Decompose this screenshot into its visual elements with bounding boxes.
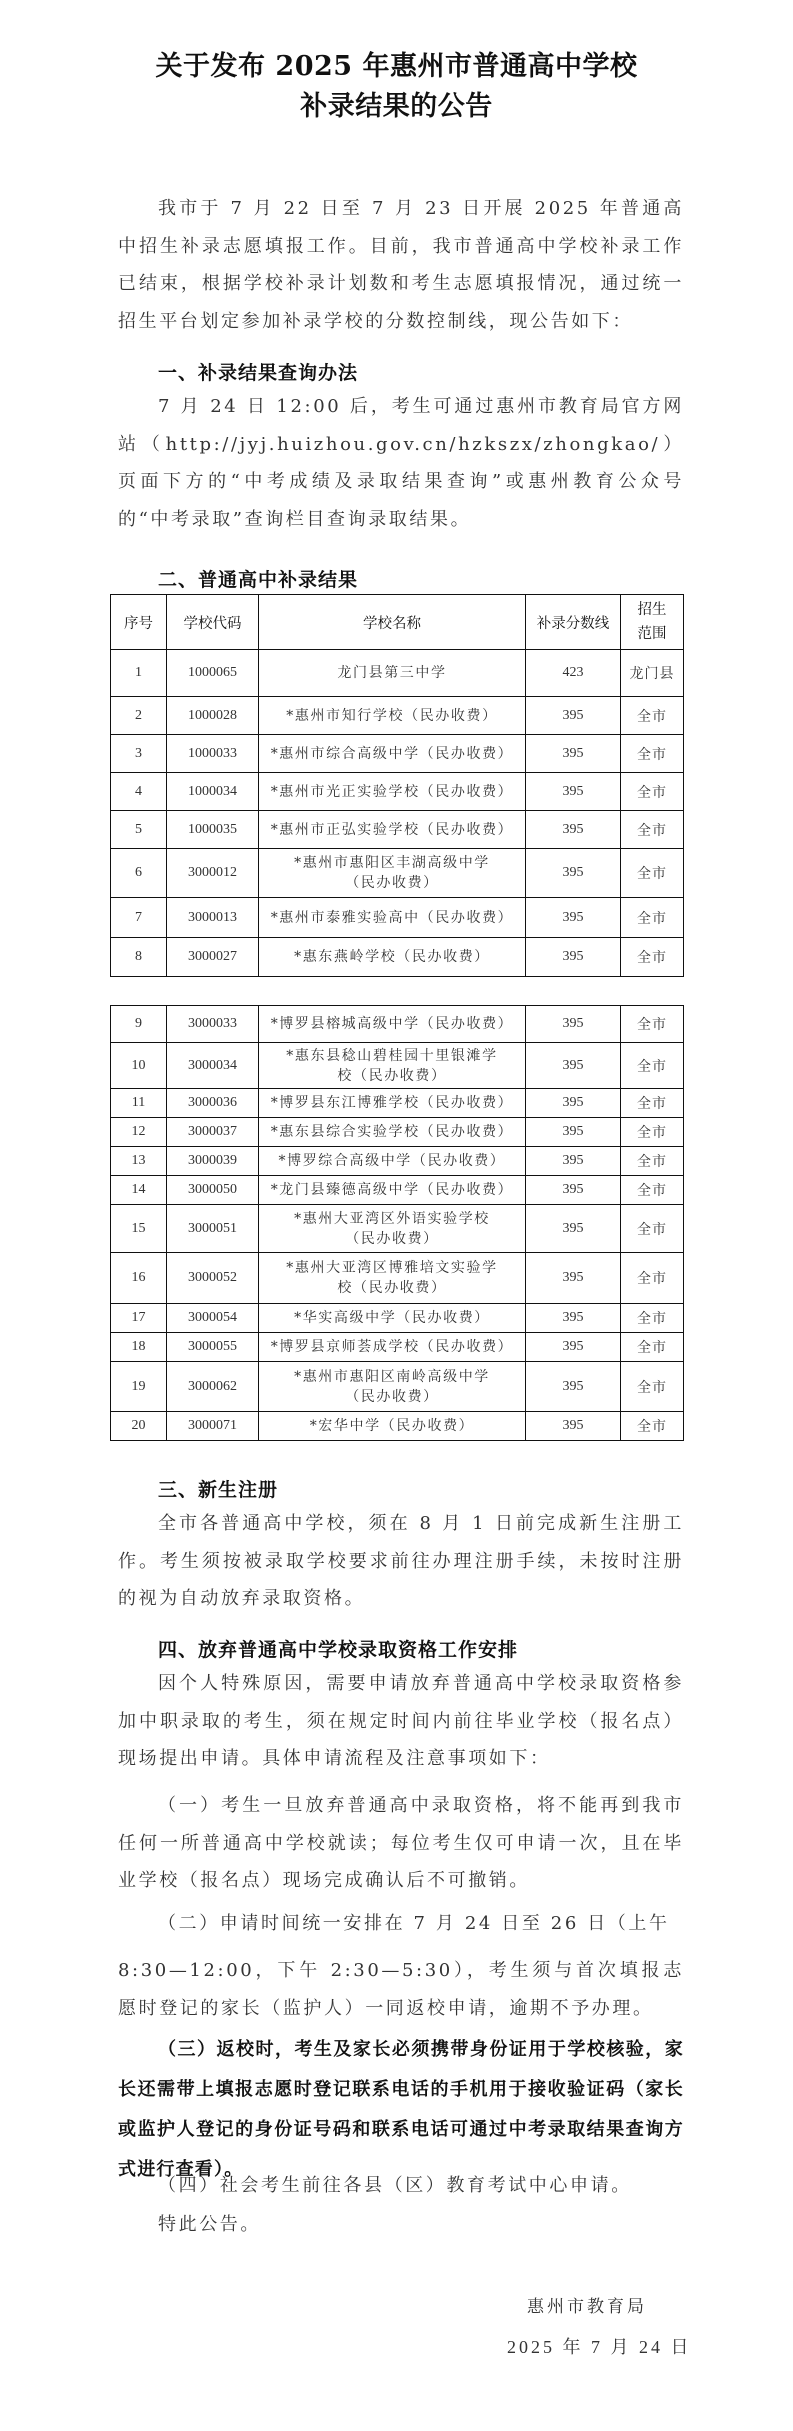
- row-score: 395: [526, 938, 621, 977]
- table-row: [111, 849, 684, 898]
- table-row: [111, 650, 684, 697]
- table-row: [111, 1412, 684, 1441]
- row-code: 1000035: [167, 811, 259, 849]
- row-no: 18: [111, 1333, 167, 1362]
- row-score: 395: [526, 697, 621, 735]
- row-scope: 全市: [621, 1043, 684, 1089]
- row-score: 395: [526, 1205, 621, 1253]
- row-code: 3000013: [167, 898, 259, 938]
- row-no: 9: [111, 1006, 167, 1043]
- row-no: 7: [111, 898, 167, 938]
- row-scope: 全市: [621, 773, 684, 811]
- row-school-name: *惠州大亚湾区博雅培文实验学校（民办收费）: [259, 1253, 526, 1304]
- table-row: [111, 898, 684, 938]
- row-no: 13: [111, 1147, 167, 1176]
- row-scope: 全市: [621, 1006, 684, 1043]
- row-code: 3000050: [167, 1176, 259, 1205]
- row-code: 3000033: [167, 1006, 259, 1043]
- row-scope: 全市: [621, 1412, 684, 1441]
- row-scope: 全市: [621, 1147, 684, 1176]
- row-scope: 全市: [621, 1253, 684, 1304]
- row-score: 395: [526, 1118, 621, 1147]
- row-no: 15: [111, 1205, 167, 1253]
- row-scope: 全市: [621, 898, 684, 938]
- row-score: 395: [526, 811, 621, 849]
- signature-organization: 惠州市教育局: [527, 2297, 647, 2317]
- row-score: 395: [526, 1147, 621, 1176]
- table-row: [111, 938, 684, 977]
- table-row: [111, 1304, 684, 1333]
- section4-item2-line1: （二）申请时间统一安排在 7 月 24 日至 26 日（上午: [158, 1913, 670, 1934]
- header-name: 学校名称: [259, 595, 526, 650]
- row-score: 395: [526, 898, 621, 938]
- row-score: 395: [526, 1333, 621, 1362]
- header-scope: 招生范围: [621, 595, 684, 650]
- section2-heading: 二、普通高中补录结果: [158, 569, 359, 591]
- row-code: 1000065: [167, 650, 259, 697]
- row-scope: 全市: [621, 849, 684, 898]
- row-scope: 全市: [621, 735, 684, 773]
- row-no: 6: [111, 849, 167, 898]
- row-scope: 龙门县: [621, 650, 684, 697]
- row-no: 3: [111, 735, 167, 773]
- row-score: 395: [526, 849, 621, 898]
- row-no: 4: [111, 773, 167, 811]
- announcement-title-line1: 关于发布 2025 年惠州市普通高中学校: [155, 51, 638, 82]
- section4-heading: 四、放弃普通高中学校录取资格工作安排: [158, 1639, 519, 1661]
- table-row: [111, 1176, 684, 1205]
- row-school-name: *龙门县臻德高级中学（民办收费）: [259, 1176, 526, 1205]
- table-row: [111, 1362, 684, 1412]
- row-no: 17: [111, 1304, 167, 1333]
- row-scope: 全市: [621, 938, 684, 977]
- section1-heading: 一、补录结果查询办法: [158, 362, 359, 384]
- row-scope: 全市: [621, 1176, 684, 1205]
- row-school-name: *惠州市综合高级中学（民办收费）: [259, 735, 526, 773]
- row-code: 3000062: [167, 1362, 259, 1412]
- row-code: 3000051: [167, 1205, 259, 1253]
- row-no: 2: [111, 697, 167, 735]
- row-score: 395: [526, 1412, 621, 1441]
- row-school-name: *惠州市知行学校（民办收费）: [259, 697, 526, 735]
- section4-item1: （一）考生一旦放弃普通高中录取资格，将不能再到我市任何一所普通高中学校就读；每位考生仅可申请一次，且在毕业学校（报名点）现场完成确认后不可撤销。: [118, 1795, 684, 1891]
- row-scope: 全市: [621, 811, 684, 849]
- table-row: [111, 1253, 684, 1304]
- row-no: 19: [111, 1362, 167, 1412]
- row-no: 16: [111, 1253, 167, 1304]
- row-scope: 全市: [621, 1089, 684, 1118]
- table-row: [111, 1147, 684, 1176]
- row-code: 3000027: [167, 938, 259, 977]
- row-school-name: *惠东县综合实验学校（民办收费）: [259, 1118, 526, 1147]
- row-code: 3000055: [167, 1333, 259, 1362]
- row-scope: 全市: [621, 1333, 684, 1362]
- row-score: 423: [526, 650, 621, 697]
- section3-body: 全市各普通高中学校，须在 8 月 1 日前完成新生注册工作。考生须按被录取学校要求前往办理注册手续，未按时注册的视为自动放弃录取资格。: [118, 1513, 684, 1609]
- table-row: [111, 811, 684, 849]
- row-school-name: *宏华中学（民办收费）: [259, 1412, 526, 1441]
- row-code: 3000036: [167, 1089, 259, 1118]
- results-table-part1: [110, 594, 684, 977]
- row-no: 5: [111, 811, 167, 849]
- table-row: [111, 773, 684, 811]
- table-row: [111, 1043, 684, 1089]
- table-row: [111, 697, 684, 735]
- row-no: 12: [111, 1118, 167, 1147]
- header-no: 序号: [111, 595, 167, 650]
- row-scope: 全市: [621, 1362, 684, 1412]
- row-code: 3000052: [167, 1253, 259, 1304]
- row-no: 14: [111, 1176, 167, 1205]
- row-school-name: *博罗综合高级中学（民办收费）: [259, 1147, 526, 1176]
- row-code: 3000037: [167, 1118, 259, 1147]
- row-scope: 全市: [621, 1118, 684, 1147]
- row-score: 395: [526, 1043, 621, 1089]
- row-school-name: *博罗县东江博雅学校（民办收费）: [259, 1089, 526, 1118]
- section4-item2-rest: 8:30—12:00，下午 2:30—5:30），考生须与首次填报志愿时登记的家长（监护人）一同返校申请，逾期不予办理。: [118, 1960, 684, 2019]
- row-code: 3000012: [167, 849, 259, 898]
- row-code: 3000039: [167, 1147, 259, 1176]
- row-score: 395: [526, 1089, 621, 1118]
- section4-item4: （四）社会考生前往各县（区）教育考试中心申请。: [158, 2175, 632, 2196]
- row-score: 395: [526, 773, 621, 811]
- table-row: [111, 735, 684, 773]
- row-scope: 全市: [621, 1205, 684, 1253]
- row-no: 11: [111, 1089, 167, 1118]
- row-school-name: *惠州市泰雅实验高中（民办收费）: [259, 898, 526, 938]
- row-scope: 全市: [621, 1304, 684, 1333]
- row-score: 395: [526, 1362, 621, 1412]
- intro-paragraph: 我市于 7 月 22 日至 7 月 23 日开展 2025 年普通高中招生补录志愿填报工作。目前，我市普通高中学校补录工作已结束，根据学校补录计划数和考生志愿填报情况，通过统一招生平台划定参加补录学校的分数控制线，现公告如下：: [118, 198, 684, 332]
- row-score: 395: [526, 1253, 621, 1304]
- section4-item3: （三）返校时，考生及家长必须携带身份证用于学校核验，家长还需带上填报志愿时登记联系电话的手机用于接收验证码（家长或监护人登记的身份证号码和联系电话可通过中考录取结果查询方式进行查看）。: [118, 2039, 684, 2180]
- row-code: 1000028: [167, 697, 259, 735]
- row-code: 1000034: [167, 773, 259, 811]
- table-row: [111, 1006, 684, 1043]
- row-no: 1: [111, 650, 167, 697]
- row-school-name: *华实高级中学（民办收费）: [259, 1304, 526, 1333]
- row-school-name: *惠州大亚湾区外语实验学校（民办收费）: [259, 1205, 526, 1253]
- signature-date: 2025 年 7 月 24 日: [507, 2337, 692, 2357]
- row-score: 395: [526, 1304, 621, 1333]
- announcement-title-line2: 补录结果的公告: [300, 91, 493, 122]
- row-school-name: *惠州市惠阳区丰湖高级中学（民办收费）: [259, 849, 526, 898]
- row-school-name: *惠州市惠阳区南岭高级中学（民办收费）: [259, 1362, 526, 1412]
- header-score: 补录分数线: [526, 595, 621, 650]
- row-no: 10: [111, 1043, 167, 1089]
- row-school-name: *博罗县榕城高级中学（民办收费）: [259, 1006, 526, 1043]
- row-scope: 全市: [621, 697, 684, 735]
- row-code: 1000033: [167, 735, 259, 773]
- closing-text: 特此公告。: [158, 2214, 261, 2235]
- row-school-name: *惠州市正弘实验学校（民办收费）: [259, 811, 526, 849]
- row-school-name: *惠东燕岭学校（民办收费）: [259, 938, 526, 977]
- row-school-name: *博罗县京师荟成学校（民办收费）: [259, 1333, 526, 1362]
- row-score: 395: [526, 1006, 621, 1043]
- row-no: 8: [111, 938, 167, 977]
- table-row: [111, 1205, 684, 1253]
- row-code: 3000034: [167, 1043, 259, 1089]
- table-row: [111, 1118, 684, 1147]
- header-code: 学校代码: [167, 595, 259, 650]
- section3-heading: 三、新生注册: [158, 1479, 279, 1501]
- table-row: [111, 1089, 684, 1118]
- row-score: 395: [526, 735, 621, 773]
- row-score: 395: [526, 1176, 621, 1205]
- table-row: [111, 1333, 684, 1362]
- row-code: 3000071: [167, 1412, 259, 1441]
- row-code: 3000054: [167, 1304, 259, 1333]
- section4-intro: 因个人特殊原因，需要申请放弃普通高中学校录取资格参加中职录取的考生，须在规定时间内前往毕业学校（报名点）现场提出申请。具体申请流程及注意事项如下：: [118, 1673, 684, 1769]
- row-school-name: 龙门县第三中学: [259, 650, 526, 697]
- row-school-name: *惠东县稔山碧桂园十里银滩学校（民办收费）: [259, 1043, 526, 1089]
- section1-body: 7 月 24 日 12:00 后，考生可通过惠州市教育局官方网站（http://jyj.huizhou.gov.cn/hzkszx/zhongkao/）页面下方的“中考成绩及录取结果查询”或惠州教育公众号的“中考录取”查询栏目查询录取结果。: [118, 396, 684, 530]
- row-no: 20: [111, 1412, 167, 1441]
- results-table-part2: [110, 1005, 684, 1441]
- row-school-name: *惠州市光正实验学校（民办收费）: [259, 773, 526, 811]
- table-header-row: [111, 595, 684, 650]
